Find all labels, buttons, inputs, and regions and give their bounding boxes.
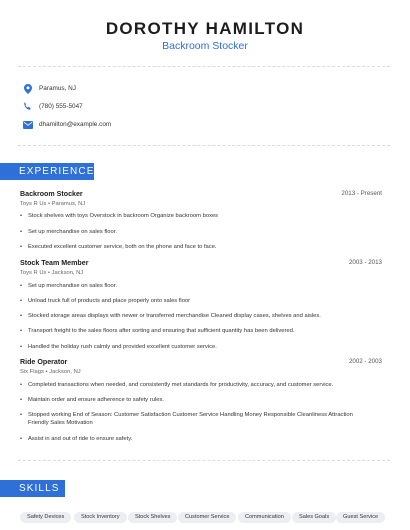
role-bullet: • Unload truck full of products and place properly onto sales floor: [20, 297, 373, 305]
role-bullet: • Completed transactions when needed, and consistently met standards for productivity, accuracy, and customer service.: [20, 381, 373, 389]
email-text: dhamilton@example.com: [39, 121, 112, 128]
contact-divider: [18, 145, 390, 146]
location-text: Paramus, NJ: [39, 85, 76, 92]
role-title: Stock Team Member: [20, 259, 89, 267]
experience-divider: [18, 460, 390, 461]
role-bullet: • Executed excellent customer service, both on the phone and face to face.: [20, 243, 373, 251]
role-company: Toys R Us • Paramus, NJ: [20, 201, 86, 207]
phone-icon: [22, 101, 33, 112]
experience-heading: EXPERIENCE: [0, 163, 94, 180]
experience-entry: [20, 259, 382, 276]
job-title: Backroom Stocker: [162, 40, 248, 52]
envelope-icon: [22, 119, 33, 130]
role-dates: 2002 - 2003: [348, 358, 382, 365]
candidate-name: DOROTHY HAMILTON: [105, 19, 305, 38]
contact-phone: [22, 101, 83, 112]
skill-chip: Stock Inventory: [74, 512, 127, 523]
skill-chip: Customer Service: [178, 512, 236, 523]
contact-email: [22, 119, 111, 130]
skill-chip: Guest Service: [336, 512, 385, 523]
skill-chip: Stock Shelves: [128, 512, 177, 523]
header-divider: [18, 66, 390, 67]
role-title: Backroom Stocker: [20, 190, 83, 198]
experience-entry: [20, 190, 382, 207]
skill-chip: Communication: [238, 512, 291, 523]
experience-entry: [20, 358, 382, 375]
role-bullet: • Transport freight to the sales floors after sorting and ensuring that sufficient quantity has been delivered.: [20, 327, 373, 335]
phone-text: (780) 555-5047: [39, 103, 83, 110]
role-bullet: • Handled the holiday rush calmly and provided excellent customer service.: [20, 343, 373, 351]
role-bullet: • Assist in and out of ride to ensure safety.: [20, 435, 373, 443]
role-bullet: • Set up merchandise on sales floor.: [20, 282, 373, 290]
location-pin-icon: [22, 83, 33, 94]
role-bullet: • Stocked storage areas displays with newer or transferred merchandise Cleaned display cases, shelves and aisles.: [20, 312, 373, 320]
skills-heading: SKILLS: [0, 480, 65, 497]
role-bullet: • Stock shelves with toys Overstock in backroom Organize backroom boxes: [20, 212, 373, 220]
role-company: Six Flags • Jackson, NJ: [20, 369, 81, 375]
role-dates: 2003 - 2013: [348, 259, 382, 266]
skill-chip: Sales Goals: [292, 512, 336, 523]
role-bullet: • Stopped working End of Season: Customer Satisfaction Customer Service Handling Money Responsible Cleanliness Attraction Friendly Sales Motivation: [20, 411, 373, 428]
role-bullet: • Set up merchandise on sales floor.: [20, 228, 373, 236]
role-company: Toys R Us • Jackson, NJ: [20, 270, 84, 276]
role-bullet: • Maintain order and ensure adherence to safety rules.: [20, 396, 373, 404]
contact-location: [22, 83, 76, 94]
role-title: Ride Operator: [20, 358, 68, 366]
role-dates: 2013 - Present: [341, 190, 382, 197]
skill-chip: Safety Devices: [20, 512, 71, 523]
